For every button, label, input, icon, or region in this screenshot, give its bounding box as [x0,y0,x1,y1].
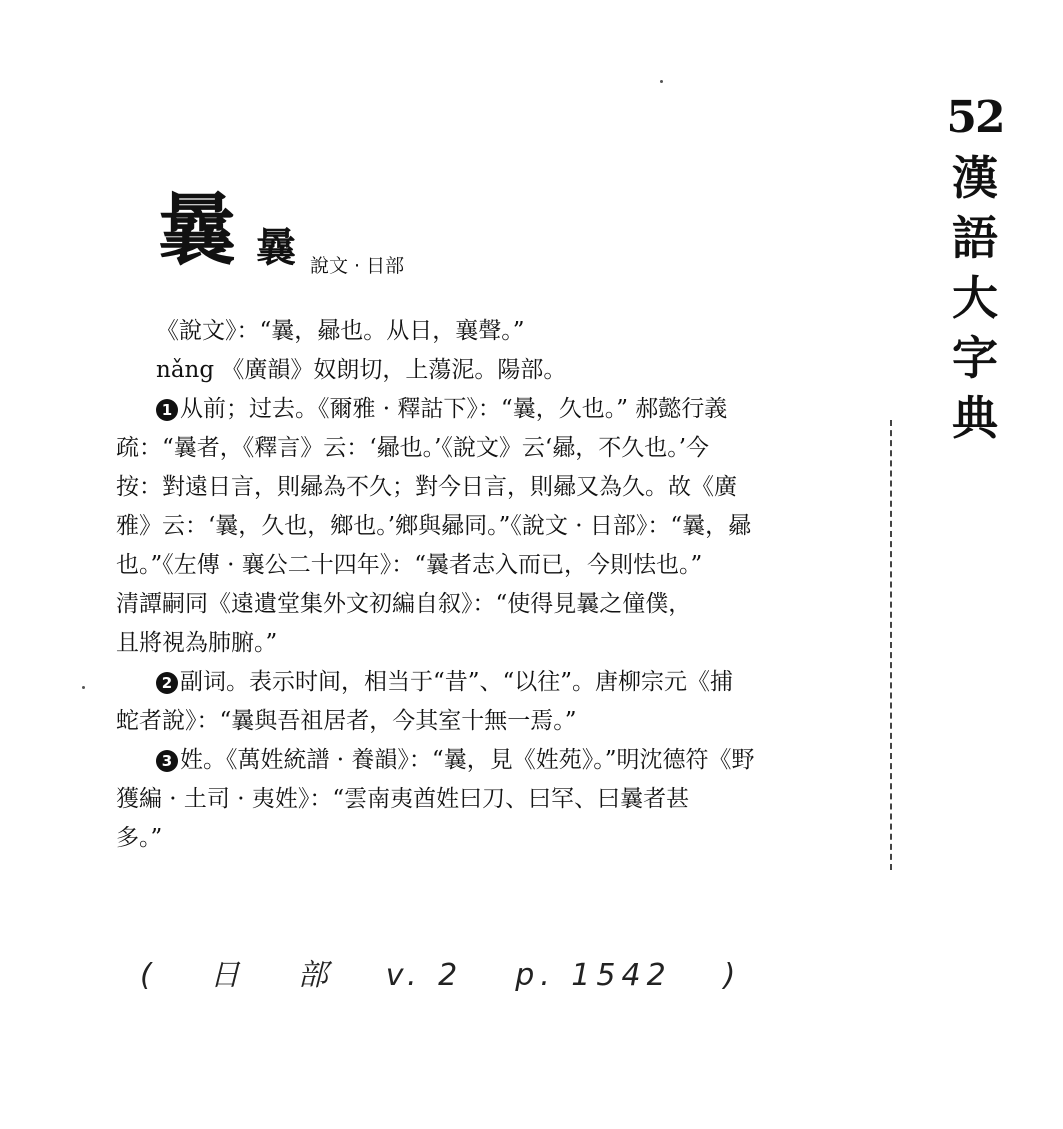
dictionary-title [944,88,1006,448]
reference-part: ( [140,958,158,993]
sense-marker-2: 2 [156,672,178,694]
entry-body [116,312,886,858]
page-number: 52 [946,92,1004,143]
sense-2-line [116,663,886,702]
seal-script-glyph: 曩 [256,224,296,271]
sense-marker-3: 3 [156,750,178,772]
sense-3-line [116,741,886,780]
entry-line: 从前；过去。《爾雅 · 釋詁下》：“曩，久也。” 郝懿行義 [180,396,728,422]
reference-page: p. 1542 [515,958,672,993]
entry-line: 疏：“曩者，《釋言》云：‘曏也。’《說文》云‘曏，不久也。’今 [116,435,710,461]
entry-line: 按：對遠日言，則曏為不久；對今日言，則曏又為久。故《廣 [116,474,737,500]
sense-marker-1: 1 [156,399,178,421]
handwritten-reference [140,956,840,996]
entry-line: 副词。表示时间，相当于“昔”、“以往”。唐柳宗元《捕 [180,669,734,695]
reference-part: 日 [209,958,246,993]
pronunciation-line: nǎng 《廣韻》奴朗切，上蕩泥。陽部。 [156,357,567,383]
entry-line: 也。”《左傳 · 襄公二十四年》：“曩者志入而已，今則怯也。” [116,552,703,578]
sense-1-line [116,390,886,429]
entry-line: 姓。《萬姓統譜 · 養韻》：“曩，見《姓苑》。”明沈德符《野 [180,747,755,773]
scan-speck [660,80,663,83]
title-char: 字 [952,331,998,385]
entry-line: 雅》云：‘曩，久也，鄉也。’鄉與曏同。”《說文 · 日部》：“曩，曏 [116,513,752,539]
scan-speck [82,686,85,689]
seal-source: 說文 · 日部 [310,255,405,277]
title-char: 大 [952,271,998,325]
entry-line: 《說文》：“曩，曏也。从日，襄聲。” [156,318,525,344]
title-char: 漢 [952,151,998,205]
margin-rule [890,420,892,870]
entry-line: 多。” [116,825,163,851]
reference-volume: v. 2 [385,958,464,993]
entry-line: 蛇者說》：“曩與吾祖居者，今其室十無一焉。” [116,708,577,734]
entry-line: 清譚嗣同《遠遺堂集外文初編自叙》：“使得見曩之僮僕， [116,591,692,617]
headword: 曩 [158,185,237,276]
reference-part: ) [723,958,742,993]
entry-line: 且將視為肺腑。” [116,630,278,656]
title-char: 典 [952,391,998,445]
entry-line: 獲編 · 土司 · 夷姓》：“雲南夷酋姓曰刀、曰罕、曰曩者甚 [116,786,690,812]
reference-part: 部 [297,958,334,993]
title-char: 語 [952,211,998,265]
